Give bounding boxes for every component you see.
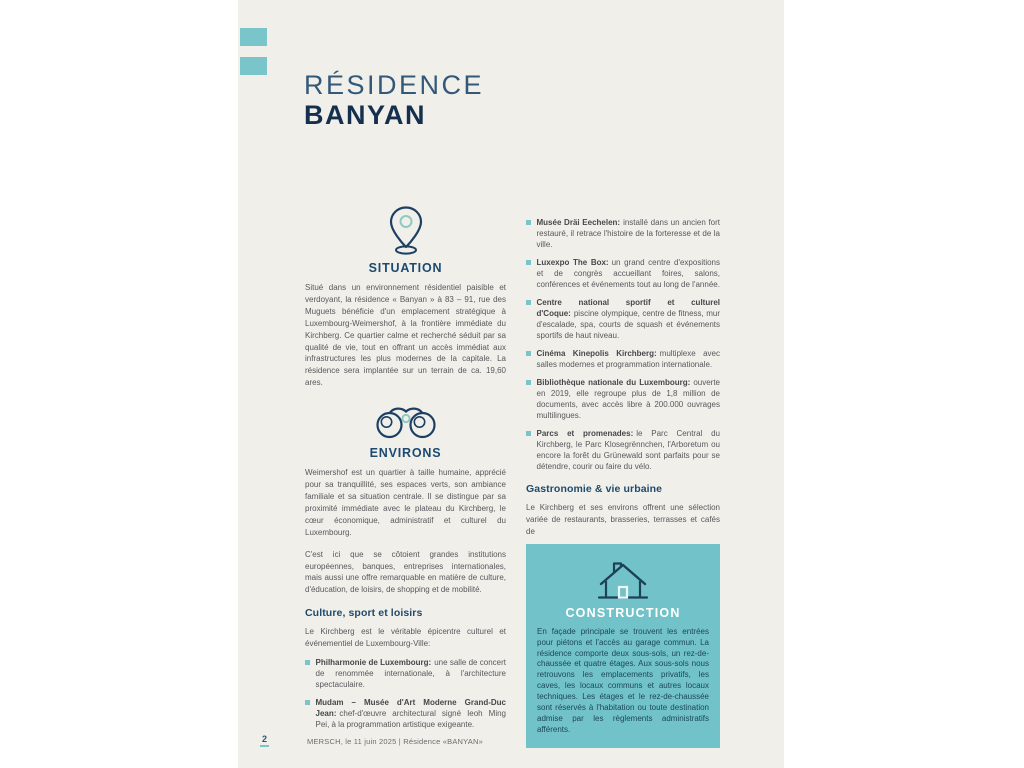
accent-square-top: [240, 28, 267, 46]
bullet-marker: [305, 700, 310, 705]
left-column: [305, 205, 506, 730]
bullet-marker: [526, 431, 531, 436]
list-item-body: un grand centre d'expositions et de congrès accueillant foires, salons, conférences et événements tout au long de l'année.: [536, 258, 721, 289]
list-item: [305, 697, 506, 730]
list-item-text: [537, 348, 721, 370]
list-item-label: Cinéma Kinepolis Kirchberg:: [536, 349, 657, 358]
list-item: [526, 257, 720, 290]
list-item-label: Parcs et promenades:: [536, 429, 634, 438]
list-item-body: chef-d'œuvre architectural signé Ieoh Ming Pei, à la programmation artistique exigeante.: [315, 709, 506, 730]
list-item-body: piscine olympique, centre de fitness, mur d'escalade, spa, courts de squash et événements sportifs de haut niveau.: [536, 309, 720, 340]
list-item-text: [537, 217, 721, 250]
list-item-label: Mudam – Musée d'Art Moderne Grand-Duc Jean:: [315, 698, 506, 719]
environs-paragraph-2: C'est ici que se côtoient grandes institutions européennes, banques, entreprises internationales, mais aussi une offre remarquable en matière de culture, d'éducation, de loisirs, de shopping et de mobilité.: [305, 549, 506, 595]
list-item: [526, 428, 720, 472]
bullet-marker: [526, 351, 531, 356]
list-item: [526, 377, 720, 421]
list-item-body: multiplexe avec salles modernes et programmation internationale.: [536, 349, 720, 369]
page-title: [304, 71, 484, 130]
list-item-body: ouverte en 2019, elle regroupe plus de 1,8 million de documents, avec accès libre à 200.000 ouvrages multilingues.: [536, 378, 720, 420]
list-item-label: Centre national sportif et culturel d'Coque:: [536, 298, 720, 318]
culture-heading: Culture, sport et loisirs: [305, 607, 423, 620]
list-item-label: Luxexpo The Box:: [536, 258, 609, 267]
bullet-marker: [526, 260, 531, 265]
list-item: [526, 297, 720, 341]
construction-heading: CONSTRUCTION: [565, 605, 681, 620]
page-number: 2: [260, 734, 269, 747]
list-item-text: [537, 428, 721, 472]
right-column: [526, 217, 720, 748]
situation-paragraph: Situé dans un environnement résidentiel paisible et verdoyant, la résidence « Banyan » à 83 – 91, rue des Muguets bénéficie d'un emplacement stratégique à Luxembourg-Weimershof, à la frontière immédiate du Kirchberg. Ce quartier calme et recherché séduit par sa qualité de vie, tout en offrant un accès immédiat aux infrastructures les plus modernes de la capitale. La résidence sera implantée sur un terrain de ca. 19,60 ares.: [305, 283, 506, 388]
house-icon: [595, 557, 651, 601]
list-item-body: le Parc Central du Kirchberg, le Parc Klosegrënnchen, l'Arboretum ou encore la forêt du Grünewald sont parfaits pour se détendre, courir ou faire du vélo.: [536, 429, 721, 471]
bullet-marker: [526, 220, 531, 225]
gastronomie-heading: Gastronomie & vie urbaine: [526, 483, 663, 495]
list-item-body: une salle de concert de renommée internationale, à l'architecture spectaculaire.: [315, 658, 506, 690]
list-item-body: installé dans un ancien fort restauré, il retrace l'histoire de la forteresse et de la ville.: [536, 218, 720, 249]
list-item-label: Musée Dräi Eechelen:: [536, 218, 621, 227]
bullet-marker: [526, 300, 531, 305]
construction-box: [526, 544, 720, 748]
gastronomie-paragraph: Le Kirchberg et ses environs offrent une sélection variée de restaurants, brasseries, terrasses et cafés de: [526, 503, 720, 536]
situation-heading: SITUATION: [368, 261, 443, 275]
list-item: [526, 348, 720, 370]
list-item-label: Bibliothèque nationale du Luxembourg:: [536, 378, 691, 387]
bullet-marker: [305, 660, 310, 665]
list-item-text: [537, 377, 721, 421]
title-line-residence: RÉSIDENCE: [304, 70, 485, 100]
culture-intro: Le Kirchberg est le véritable épicentre culturel et événementiel de Luxembourg-Ville:: [305, 627, 506, 649]
list-item: [526, 217, 720, 250]
list-item-text: [537, 297, 721, 341]
list-item-text: [537, 257, 721, 290]
binoculars-icon: [375, 398, 437, 440]
location-pin-icon: [384, 205, 428, 255]
bullet-marker: [526, 380, 531, 385]
construction-paragraph: En façade principale se trouvent les entrées pour piétons et l'accès au garage commun. La résidence comporte deux sous-sols, un rez-de-chaussée et quatre étages. Aux sous-sols nous retrouvons les emplacements privatifs, les caves, les locaux communs et autres locaux techniques. Les étages et le rez-de-chaussée sont réservés à l'habitation ou toute destination admise par les règlements administratifs afférents.: [537, 626, 709, 734]
title-line-banyan: BANYAN: [304, 100, 427, 131]
list-item: [305, 657, 506, 690]
list-item-label: Philharmonie de Luxembourg:: [315, 658, 432, 668]
list-item-text: [316, 657, 507, 690]
list-item-text: [316, 697, 507, 730]
brochure-page: [238, 0, 784, 768]
footer-text: MERSCH, le 11 juin 2025 | Résidence «BANYAN»: [307, 737, 483, 746]
accent-square-bottom: [240, 57, 267, 75]
environs-paragraph-1: Weimershof est un quartier à taille humaine, apprécié pour sa tranquillité, ses espaces verts, son ambiance familiale et sa situation centrale. Il se distingue par sa proximité immédiate avec le plateau du Kirchberg, le cœur économique, administratif et culturel du Luxembourg.: [305, 468, 506, 537]
environs-heading: ENVIRONS: [369, 446, 442, 461]
